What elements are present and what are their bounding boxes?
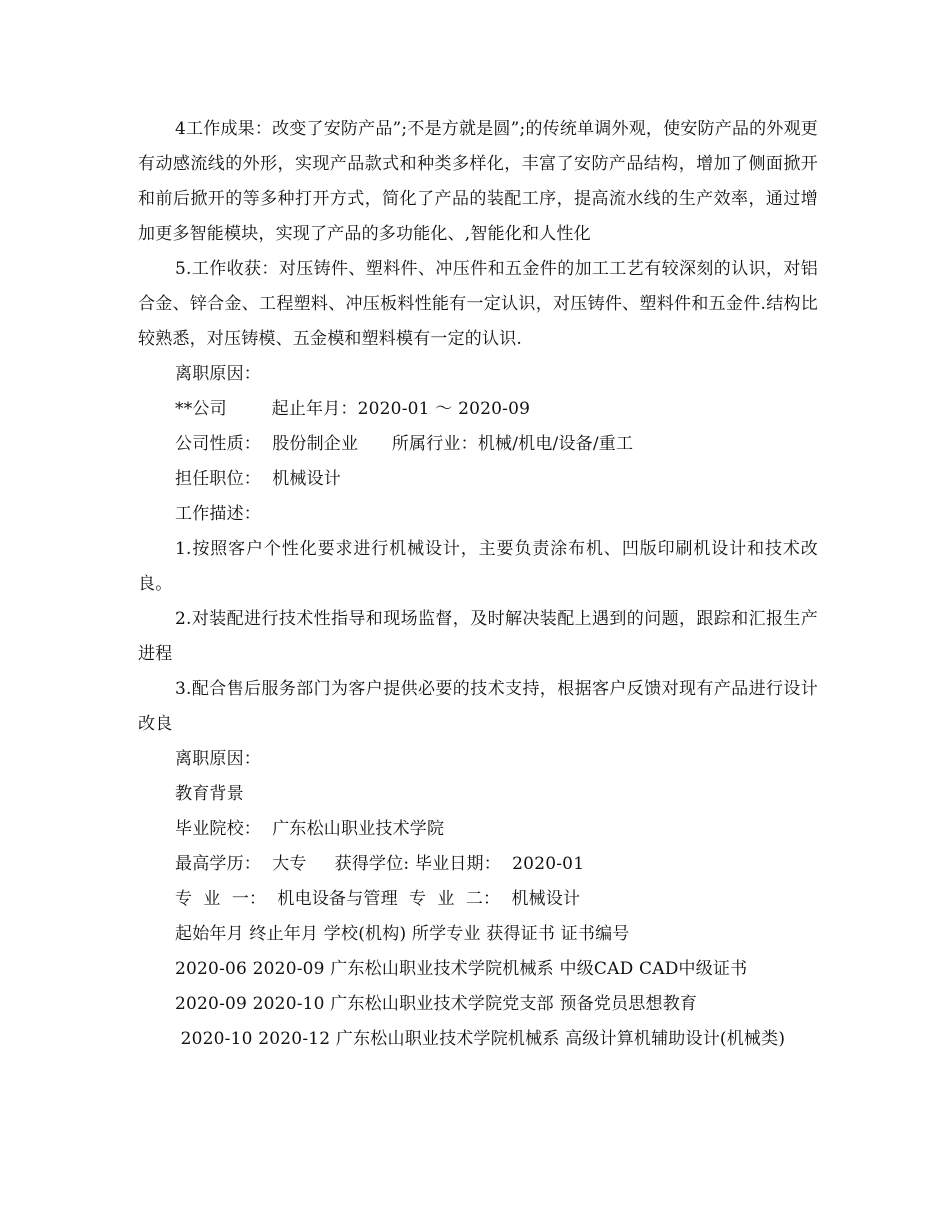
major-line: 专 业 一： 机电设备与管理 专 业 二： 机械设计	[175, 889, 581, 909]
paragraph-work-gains: 5.工作收获：对压铸件、塑料件、冲压件和五金件的加工工艺有较深刻的认识，对铝合金、锌合金、工程塑料、冲压板料性能有一定认识，对压铸件、塑料件和五金件.结构比较熟悉，对压铸模、五金模和塑料模有一定的认识.	[138, 259, 818, 349]
company-type-industry-line: 公司性质： 股份制企业 所属行业：机械/机电/设备/重工	[175, 434, 634, 454]
position-line: 担任职位： 机械设计	[175, 469, 342, 489]
document-body	[138, 112, 818, 1057]
company-period-line: **公司 起止年月：2020-01 ～ 2020-09	[175, 399, 531, 419]
highest-degree-line: 最高学历： 大专 获得学位: 毕业日期： 2020-01	[175, 854, 585, 874]
job-description-item-3: 3.配合售后服务部门为客户提供必要的技术支持，根据客户反馈对现有产品进行设计改良	[138, 679, 818, 734]
training-row-3: 2020-10 2020-12 广东松山职业技术学院机械系 高级计算机辅助设计(机械类)	[175, 1029, 786, 1049]
paragraph-work-results: 4工作成果：改变了安防产品”;不是方就是圆”;的传统单调外观，使安防产品的外观更有动感流线的外形，实现产品款式和种类多样化，丰富了安防产品结构，增加了侧面掀开和前后掀开的等多种打开方式，简化了产品的装配工序，提高流水线的生产效率，通过增加更多智能模块，实现了产品的多功能化、,智能化和人性化	[138, 119, 818, 244]
training-row-1: 2020-06 2020-09 广东松山职业技术学院机械系 中级CAD CAD中级证书	[175, 959, 748, 979]
graduate-school-line: 毕业院校： 广东松山职业技术学院	[175, 819, 445, 839]
training-row-2: 2020-09 2020-10 广东松山职业技术学院党支部 预备党员思想教育	[175, 994, 698, 1014]
training-table-header: 起始年月 终止年月 学校(机构) 所学专业 获得证书 证书编号	[175, 924, 630, 944]
resignation-reason-label-2: 离职原因：	[175, 749, 261, 769]
resignation-reason-label: 离职原因：	[175, 364, 261, 384]
job-description-item-1: 1.按照客户个性化要求进行机械设计，主要负责涂布机、凹版印刷机设计和技术改良。	[138, 539, 818, 594]
job-description-item-2: 2.对装配进行技术性指导和现场监督，及时解决装配上遇到的问题，跟踪和汇报生产进程	[138, 609, 818, 664]
job-description-label: 工作描述：	[175, 504, 261, 524]
education-heading: 教育背景	[175, 784, 244, 804]
